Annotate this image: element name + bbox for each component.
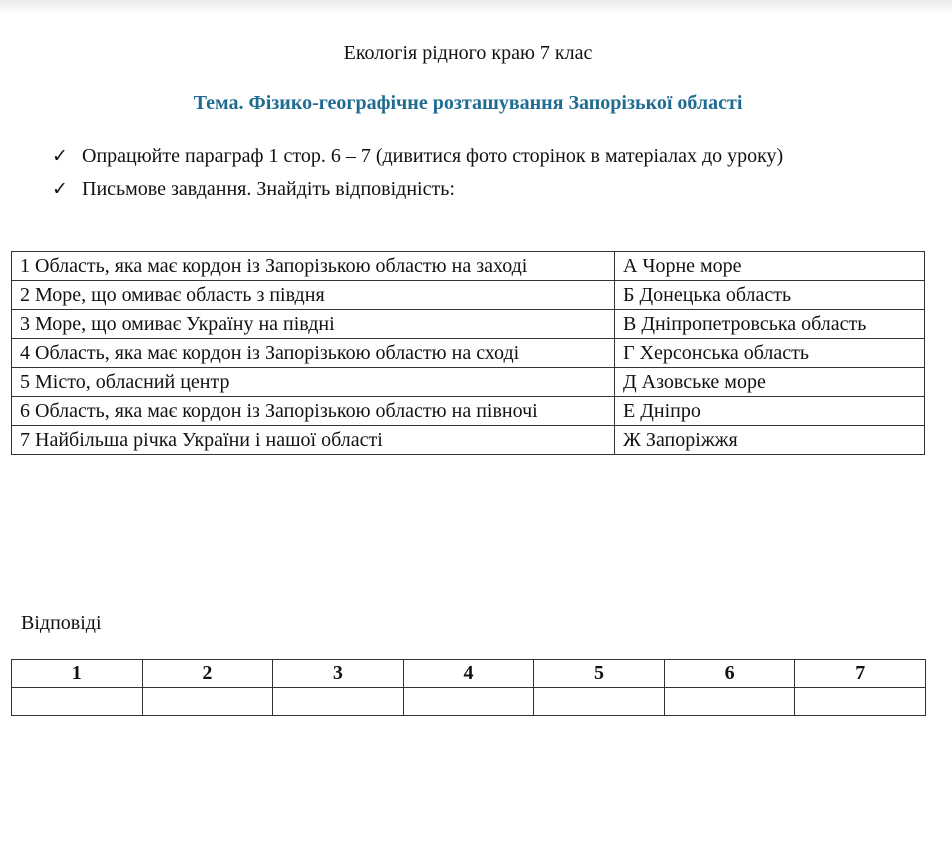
checkmark-icon: ✓ [52, 145, 68, 167]
table-row [12, 339, 925, 368]
answer-header: 4 [403, 660, 534, 688]
answer-cell[interactable] [795, 688, 926, 716]
question-cell: 2 Море, що омиває область з півдня [12, 281, 615, 310]
option-cell: Д Азовське море [615, 368, 925, 397]
question-cell: 6 Область, яка має кордон із Запорізькою областю на півночі [12, 397, 615, 426]
answer-header: 5 [534, 660, 665, 688]
instruction-item [52, 141, 872, 172]
question-cell: 4 Область, яка має кордон із Запорізькою областю на сході [12, 339, 615, 368]
answer-header: 3 [273, 660, 404, 688]
answer-header: 6 [664, 660, 795, 688]
option-cell: Г Херсонська область [615, 339, 925, 368]
question-cell: 5 Місто, обласний центр [12, 368, 615, 397]
option-cell: Ж Запоріжжя [615, 426, 925, 455]
option-cell: Е Дніпро [615, 397, 925, 426]
question-cell: 3 Море, що омиває Україну на півдні [12, 310, 615, 339]
answer-cell[interactable] [403, 688, 534, 716]
matching-table [11, 251, 925, 455]
instruction-text: Опрацюйте параграф 1 стор. 6 – 7 (дивитися фото сторінок в матеріалах до уроку) [82, 145, 784, 167]
table-row [12, 310, 925, 339]
answer-header: 7 [795, 660, 926, 688]
page-title: Екологія рідного краю 7 клас [343, 42, 593, 64]
answer-header: 1 [12, 660, 143, 688]
option-cell: Б Донецька область [615, 281, 925, 310]
question-cell: 7 Найбільша річка України і нашої області [12, 426, 615, 455]
table-row [12, 426, 925, 455]
answer-header: 2 [142, 660, 273, 688]
answer-cell[interactable] [664, 688, 795, 716]
answers-label: Відповіді [21, 612, 102, 634]
option-cell: В Дніпропетровська область [615, 310, 925, 339]
table-row [12, 281, 925, 310]
table-row [12, 252, 925, 281]
table-row [12, 397, 925, 426]
answer-cell[interactable] [534, 688, 665, 716]
instruction-text: Письмове завдання. Знайдіть відповідність: [82, 178, 455, 200]
instruction-list [52, 141, 872, 207]
answer-cell[interactable] [142, 688, 273, 716]
table-row [12, 368, 925, 397]
answers-header-row [12, 660, 926, 688]
instruction-item [52, 174, 872, 205]
answer-cell[interactable] [12, 688, 143, 716]
option-cell: А Чорне море [615, 252, 925, 281]
answers-input-row [12, 688, 926, 716]
checkmark-icon: ✓ [52, 178, 68, 200]
answer-cell[interactable] [273, 688, 404, 716]
topic-heading: Тема. Фізико-географічне розташування Запорізької області [193, 92, 743, 114]
page-top-shadow [0, 0, 952, 14]
question-cell: 1 Область, яка має кордон із Запорізькою областю на заході [12, 252, 615, 281]
answers-table [11, 659, 926, 716]
